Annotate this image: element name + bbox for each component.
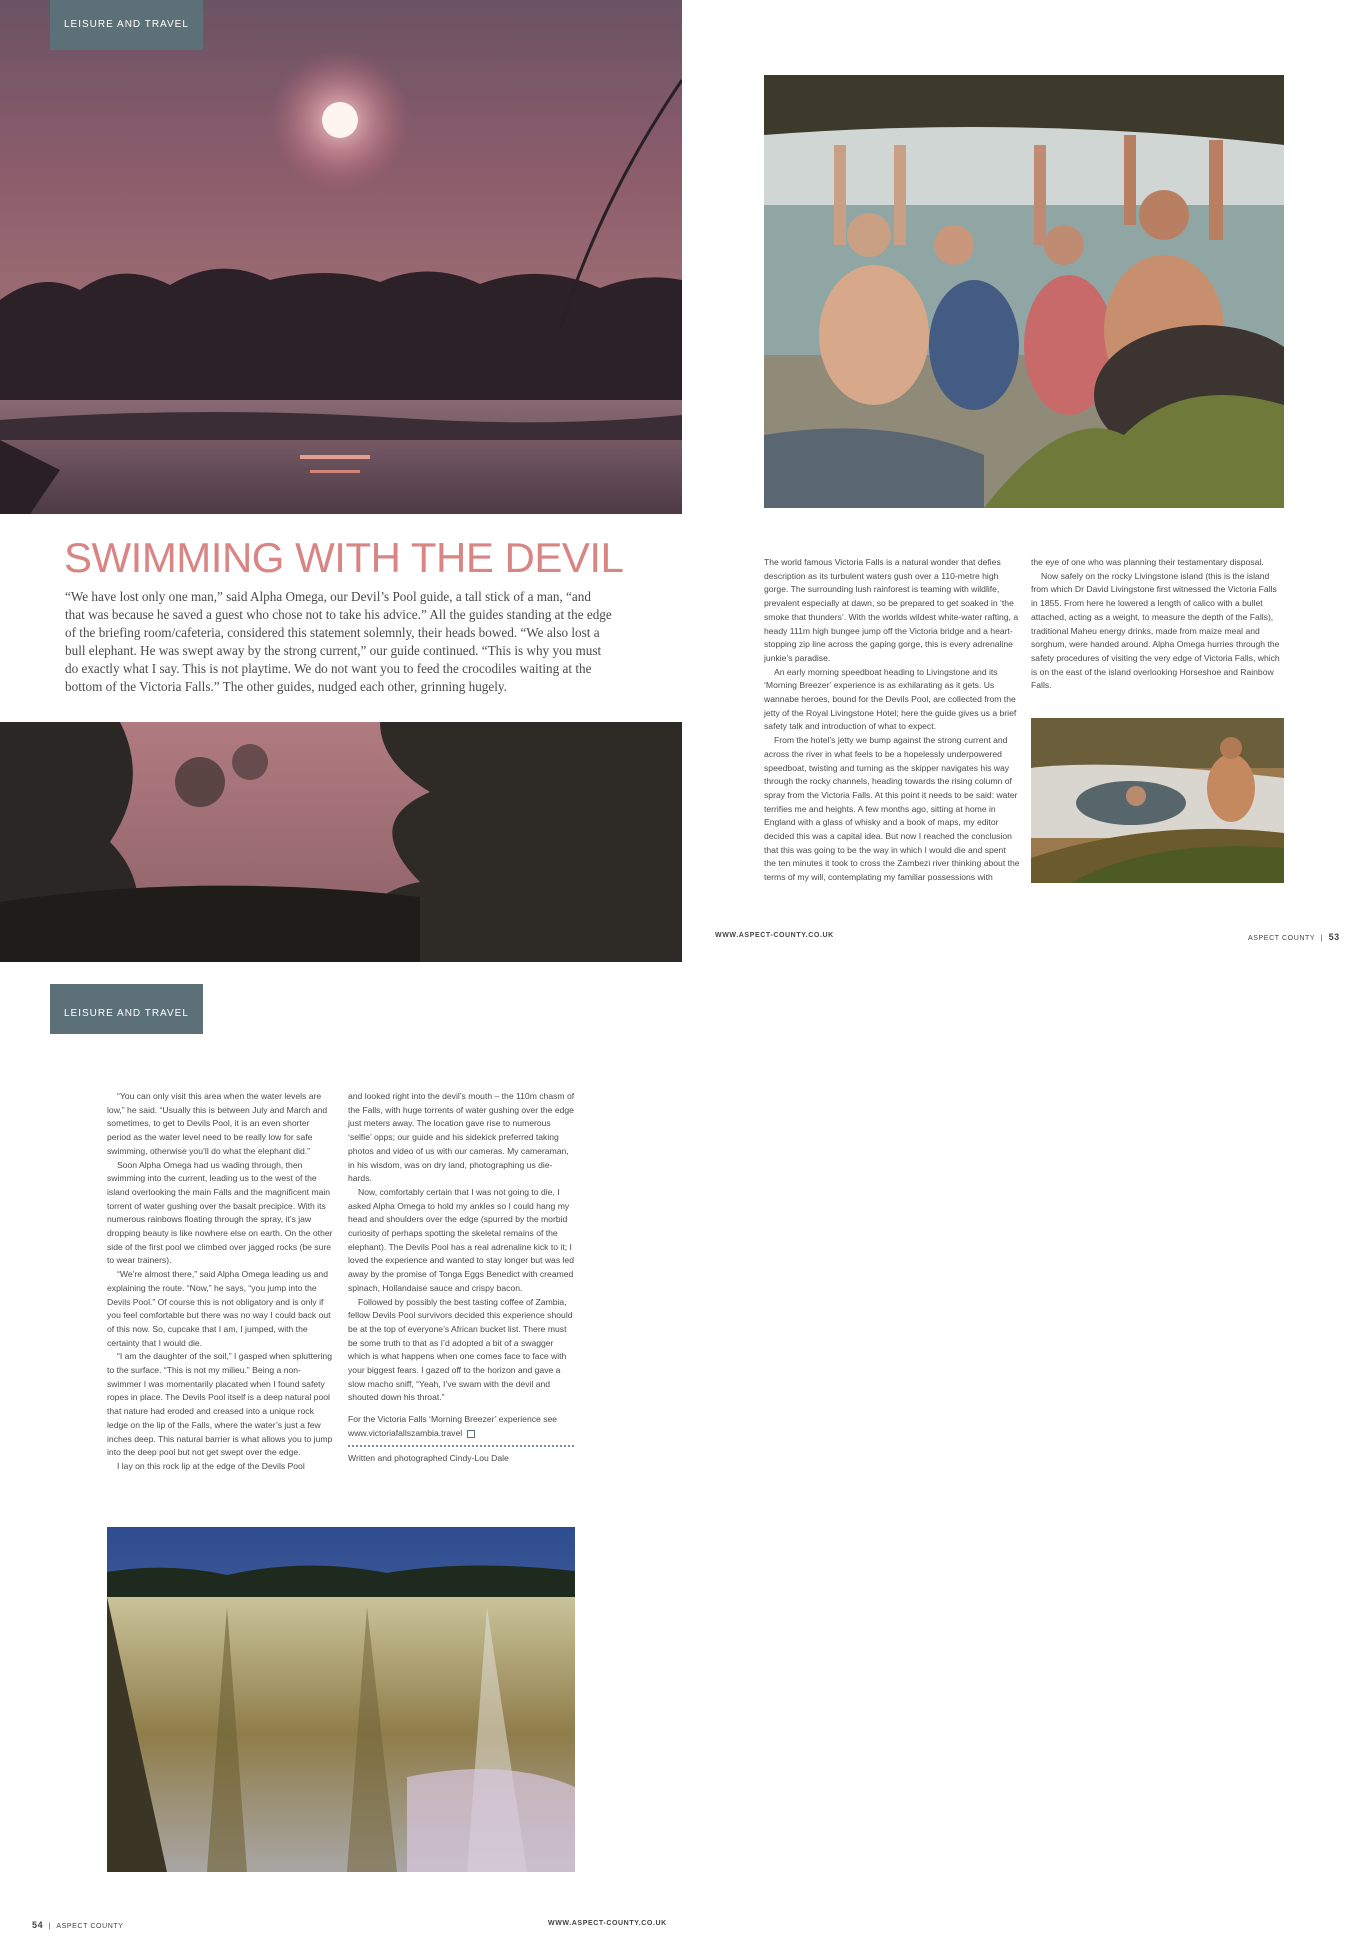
page-footer-folio: 54 | ASPECT COUNTY [32, 1920, 124, 1930]
footer-url: WWW.ASPECT-COUNTY.CO.UK [715, 932, 834, 939]
paragraph: Now, comfortably certain that I was not going to die, I asked Alpha Omega to hold my ankles so I could hang my head and shoulders over the edge (spurred by the morbid curiosity of perhaps spotting the skeletal remains of the elephant). The Devils Pool has a real adrenaline kick to it; I loved the experience and wanted to stay longer but was led away by the promise of Tonga Eggs Benedict with creamed spinach, Hollandaise sauce and crispy bacon. [348, 1186, 574, 1293]
footer-publication: ASPECT COUNTY [56, 1923, 124, 1930]
devils-pool-group-photo [764, 75, 1284, 508]
end-mark-icon [467, 1430, 475, 1438]
paragraph: Followed by possibly the best tasting coffee of Zambia, fellow Devils Pool survivors decided this experience should be at the top of everyone’s African bucket list. There must be some truth to that as I’d adopted a bit of a swagger which is what happens when one comes face to face with your biggest fears. I gazed off to the horizon and gave a slow macho sniff, “Yeah, I’ve swam with the devil and shouted down his throat.” [348, 1296, 573, 1403]
paragraph: “You can only visit this area when the water levels are low,” he said. “Usually this is between July and March and sometimes, to get to Devils Pool, it is an even shorter period as the water level need to be really low for safe swimming, otherwise you’ll do what the elephant did.” [107, 1091, 328, 1156]
victoria-falls-photo [107, 1527, 575, 1872]
paragraph: An early morning speedboat heading to Livingstone and its ‘Morning Breezer’ experience is as exhilarating as it gets. Us wannabe heroes, bound for the Devils Pool, are collected from the jetty of the Royal Livingstone Hotel; here the guide gives us a brief safety talk and introduction of what to expect. [764, 666, 1017, 732]
paragraph: “We’re almost there,” said Alpha Omega leading us and explaining the route. “Now,” he says, “you jump into the Devils Pool.” Of course this is not obligatory and is only if you feel comfortable but there was no way I could back out of this now. So, cupcake that I am, I jumped, with the certainty that I would die. [107, 1269, 331, 1348]
info-line: For the Victoria Falls ‘Morning Breezer’ experience see [348, 1414, 558, 1425]
paragraph: the eye of one who was planning their testamentary disposal. [1031, 557, 1264, 567]
article-column-2 [348, 1090, 576, 1465]
article-column-1 [764, 556, 1020, 885]
article-intro: “We have lost only one man,” said Alpha Omega, our Devil’s Pool guide, a tall stick of a man, “and that was because he saved a guest who chose not to take his advice.” All the guides standing at the edge of the briefing room/cafeteria, considered this statement solemnly, their heads bowed. “We also lost a bull elephant. He was swept away by the strong current,” our guide continued. “This is why you must do exactly what I say. This is not playtime. We do not want you to feed the crocodiles waiting at the bottom of the Victoria Falls.” The other guides, nudged each other, grinning hugely. [65, 589, 612, 694]
article-headline: SWIMMING WITH THE DEVIL [64, 534, 624, 581]
footer-url: WWW.ASPECT-COUNTY.CO.UK [548, 1920, 667, 1927]
article-column-1 [107, 1090, 333, 1474]
page-number: 54 [32, 1920, 44, 1930]
info-link[interactable] [348, 1427, 576, 1441]
article-column-2 [1031, 556, 1285, 693]
page-footer-url [548, 1920, 667, 1927]
sunset-river-photo [0, 0, 682, 514]
page-footer-url [715, 932, 834, 939]
footer-publication: ASPECT COUNTY [1248, 935, 1316, 942]
credit-line: Written and photographed Cindy-Lou Dale [348, 1452, 509, 1463]
dusk-trees-photo [0, 722, 682, 962]
section-tag: LEISURE AND TRAVEL [50, 984, 203, 1034]
info-url[interactable]: www.victoriafallszambia.travel [348, 1427, 463, 1438]
pool-edge-photo [1031, 718, 1284, 883]
page-number: 53 [1328, 932, 1340, 942]
paragraph: “I am the daughter of the soil,” I gasped when spluttering to the surface. “This is not my milieu.” Being a non-swimmer I was momentarily placated when I found safety ropes in place. The Devils Pool itself is a deep natural pool that nature had eroded and creased into a unique rock ledge on the lip of the Falls, where the water’s just a few inches deep. This natural barrier is what allows you to jump into the deep pool but not get swept over the edge. [107, 1351, 333, 1458]
page-footer-folio: ASPECT COUNTY | 53 [1248, 932, 1340, 942]
paragraph: and looked right into the devil’s mouth – the 110m chasm of the Falls, with huge torrents of water gushing over the edge just meters away. The location gave rise to numerous ‘selfie’ opps; our guide and his sidekick preferred taking photos and video of us with our cameras. My cameraman, in his wisdom, was on dry land, photographing us die-hards. [348, 1091, 575, 1184]
paragraph: Soon Alpha Omega had us wading through, then swimming into the current, leading us to the west of the island overlooking the main Falls and the magnificent main torrent of water gushing over the basalt precipice. With its numerous rainbows floating through the spray, it’s jaw dropping beauty is like nowhere else on earth. On the other side of the first pool we climbed over jagged rocks (be sure to wear trainers). [107, 1159, 333, 1266]
section-tag: LEISURE AND TRAVEL [50, 0, 203, 50]
paragraph: From the hotel’s jetty we bump against the strong current and across the river in what feels to be a hopelessly underpowered speedboat, twisting and turning as the skipper navigates his way through the rocky channels, heading towards the rising column of spray from the Victoria Falls. At this point it needs to be said: water terrifies me and heights. A few months ago, sitting at home in England with a glass of whisky and a book of maps, my editor decided this was a capital idea. But now I reached the conclusion that this was going to be the way in which I would die and spent the ten minutes it took to cross the Zambezi river thinking about the terms of my will, contemplating my familiar possessions with [764, 735, 1020, 883]
paragraph: I lay on this rock lip at the edge of the Devils Pool [117, 1460, 305, 1471]
paragraph: Now safely on the rocky Livingstone island (this is the island from which Dr David Livingstone first witnessed the Victoria Falls in 1855. From here he lowered a length of calico with a bullet attached, acting as a weight, to measure the depth of the Falls), traditional Maheu energy drinks, made from maize meal and sorghum, were handed around. Alpha Omega hurries through the safety procedures of visiting the very edge of Victoria Falls, which is on the east of the island overlooking Horseshoe and Rainbow Falls. [1031, 570, 1280, 691]
divider [348, 1445, 574, 1447]
paragraph: The world famous Victoria Falls is a natural wonder that defies description as its turbulent waters gush over a 110-metre high gorge. The surrounding lush rainforest is teaming with wildlife, prevalent especially at dawn, so be prepared to get soaked in ‘the smoke that thunders’. With the worlds wildest white-water rafting, a heady 111m high bungee jump off the Victoria bridge and a heart-stopping zip line across the gaping gorge, this is every adrenaline junkie’s paradise. [764, 557, 1019, 663]
